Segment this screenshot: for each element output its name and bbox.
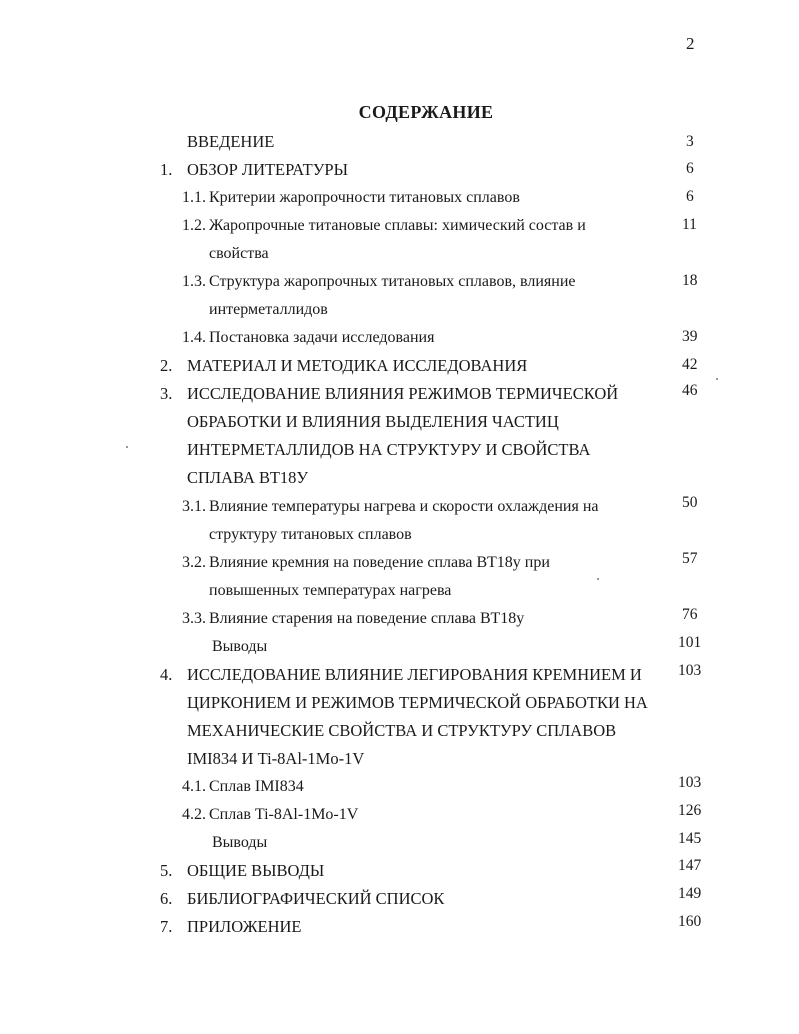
section-number: 2.: [160, 356, 173, 375]
page-ref: 11: [682, 216, 697, 233]
toc-entry-1-2: [209, 212, 586, 268]
entry-title-line: Сплав IMI834: [209, 778, 304, 795]
entry-title-line: ЦИРКОНИЕМ И РЕЖИМОВ ТЕРМИЧЕСКОЙ ОБРАБОТКИ НА: [187, 693, 648, 712]
section-number: 3.2.: [182, 554, 206, 571]
page-ref: 39: [682, 328, 698, 345]
section-number: 4.: [160, 665, 173, 684]
entry-title-line: Влияние температуры нагрева и скорости охлаждения на: [209, 498, 599, 515]
toc-entry-chapter-3: [187, 380, 618, 492]
page-ref: 160: [678, 913, 702, 930]
page-ref: 145: [678, 830, 702, 847]
page-ref: 50: [682, 494, 698, 511]
entry-title-line: МАТЕРИАЛ И МЕТОДИКА ИССЛЕДОВАНИЯ: [187, 356, 528, 375]
page-ref: 42: [682, 356, 698, 373]
page-number: 2: [686, 34, 695, 53]
page-ref: 103: [678, 774, 702, 791]
scan-speck: [716, 378, 718, 380]
toc-entry-appendix: [187, 913, 301, 941]
page-ref: 18: [682, 272, 698, 289]
toc-entry-introduction: [187, 128, 274, 156]
toc-entry-4-2: [209, 801, 358, 829]
entry-title-line: Сплав Ti-8Al-1Mo-1V: [209, 806, 359, 823]
page-ref: 101: [678, 634, 702, 651]
page-title: СОДЕРЖАНИЕ: [358, 102, 494, 122]
entry-title-line: Выводы: [212, 638, 268, 655]
toc-entry-1-4: [209, 324, 434, 352]
entry-title-line: ВВЕДЕНИЕ: [187, 132, 275, 151]
entry-title-line: повышенных температурах нагрева: [209, 582, 452, 599]
entry-title-line: структуру титановых сплавов: [209, 526, 412, 543]
entry-title-line: Влияние кремния на поведение сплава ВТ18у при: [209, 554, 550, 571]
entry-title-line: ИНТЕРМЕТАЛЛИДОВ НА СТРУКТУРУ И СВОЙСТВА: [187, 440, 591, 459]
page-ref: 6: [686, 188, 694, 205]
toc-entry-bibliography: [187, 885, 444, 913]
entry-title-line: Критерии жаропрочности титановых сплавов: [209, 189, 520, 206]
toc-entry-conclusions-ch3: [212, 633, 267, 661]
section-number: 3.: [160, 384, 173, 403]
toc-entry-4-1: [209, 773, 304, 801]
page-ref: 76: [682, 606, 698, 623]
page-ref: 57: [682, 550, 698, 567]
entry-title-line: Жаропрочные титановые сплавы: химический состав и: [209, 217, 586, 234]
entry-title-line: Постановка задачи исследования: [209, 329, 435, 346]
entry-title-line: ИССЛЕДОВАНИЕ ВЛИЯНИЯ РЕЖИМОВ ТЕРМИЧЕСКОЙ: [187, 384, 619, 403]
entry-title-line: БИБЛИОГРАФИЧЕСКИЙ СПИСОК: [187, 889, 445, 908]
entry-title-line: ПРИЛОЖЕНИЕ: [187, 917, 302, 936]
entry-title-line: ОБЩИЕ ВЫВОДЫ: [187, 861, 325, 880]
scan-speck: [126, 446, 128, 448]
entry-title-line: ОБРАБОТКИ И ВЛИЯНИЯ ВЫДЕЛЕНИЯ ЧАСТИЦ: [187, 412, 559, 431]
toc-entry-3-1: [209, 493, 599, 549]
entry-title-line: Структура жаропрочных титановых сплавов, влияние: [209, 273, 576, 290]
toc-entry-1-1: [209, 184, 520, 212]
section-number: 3.1.: [182, 498, 206, 515]
section-number: 1.2.: [182, 217, 206, 234]
page-ref: 3: [686, 133, 694, 150]
section-number: 4.1.: [182, 778, 206, 795]
section-number: 1.3.: [182, 273, 206, 290]
entry-title-line: СПЛАВА ВТ18У: [187, 468, 309, 487]
entry-title-line: интерметаллидов: [209, 301, 328, 318]
section-number: 1.1.: [182, 189, 206, 206]
section-number: 7.: [160, 917, 173, 936]
scan-speck: [597, 578, 599, 580]
page-ref: 149: [678, 885, 702, 902]
section-number: 3.3.: [182, 610, 206, 627]
entry-title-line: МЕХАНИЧЕСКИЕ СВОЙСТВА И СТРУКТУРУ СПЛАВОВ: [187, 721, 617, 740]
page-ref: 103: [678, 662, 702, 679]
toc-entry-general-conclusions: [187, 857, 324, 885]
section-number: 6.: [160, 889, 173, 908]
page-ref: 147: [678, 857, 702, 874]
section-number: 1.4.: [182, 329, 206, 346]
entry-title-line: Влияние старения на поведение сплава ВТ18у: [209, 610, 525, 627]
section-number: 5.: [160, 861, 173, 880]
section-number: 4.2.: [182, 806, 206, 823]
entry-title-line: IMI834 И Ti-8Al-1Mo-1V: [187, 749, 365, 768]
page-ref: 46: [682, 382, 698, 399]
entry-title-line: ОБЗОР ЛИТЕРАТУРЫ: [187, 160, 348, 179]
entry-title-line: ИССЛЕДОВАНИЕ ВЛИЯНИЕ ЛЕГИРОВАНИЯ КРЕМНИЕМ И: [187, 665, 642, 684]
entry-title-line: Выводы: [212, 834, 268, 851]
entry-title-line: свойства: [209, 245, 269, 262]
toc-entry-1-3: [209, 268, 575, 324]
toc-entry-materials-methods: [187, 352, 527, 380]
page-ref: 126: [678, 802, 702, 819]
section-number: 1.: [160, 160, 173, 179]
toc-entry-3-2: [209, 549, 550, 605]
toc-entry-3-3: [209, 605, 524, 633]
toc-entry-literature-review: [187, 156, 348, 184]
page-ref: 6: [686, 160, 694, 177]
toc-entry-chapter-4: [187, 661, 648, 773]
toc-entry-conclusions-ch4: [212, 829, 267, 857]
